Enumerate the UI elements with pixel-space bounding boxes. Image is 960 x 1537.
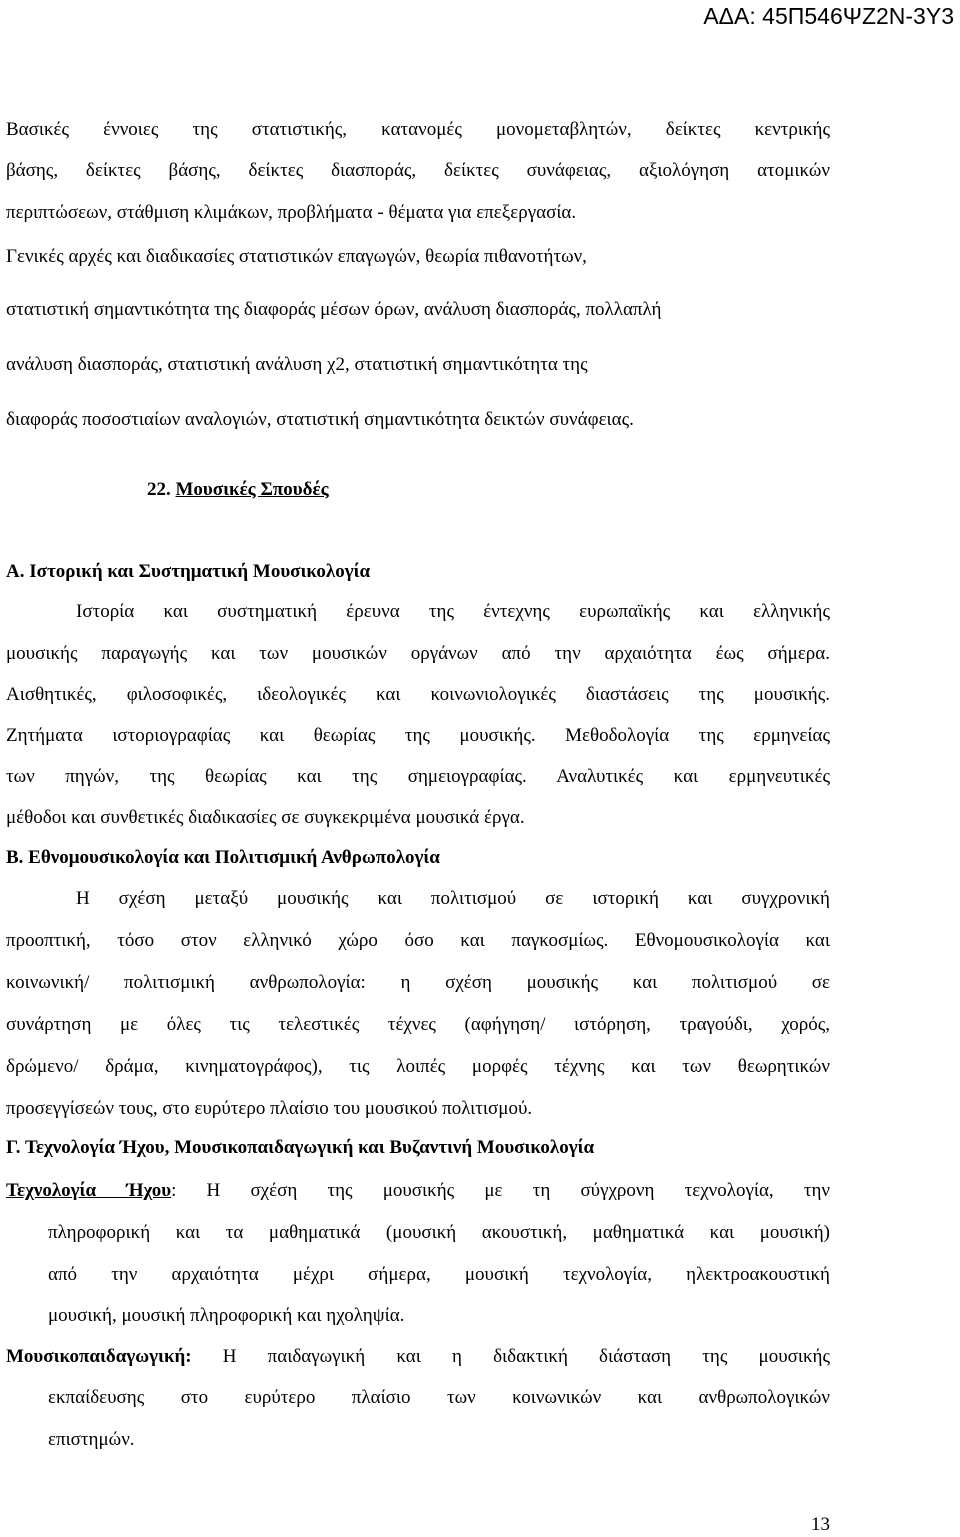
section-number: 22. <box>147 479 176 500</box>
text-line: δρώμενο/ δράμα, κινηματογράφος), τις λοιπές μορφές τέχνης και των θεωρητικών <box>6 1056 830 1077</box>
text-line: περιπτώσεων, στάθμιση κλιμάκων, προβλήματα - θέματα για επεξεργασία. <box>6 202 577 223</box>
text-line: των πηγών, της θεωρίας και της σημειογραφίας. Αναλυτικές και ερμηνευτικές <box>6 766 830 787</box>
text-line: κοινωνική/ πολιτισμική ανθρωπολογία: η σχέση μουσικής και πολιτισμού σε <box>6 972 830 993</box>
text-line: Ζητήματα ιστοριογραφίας και θεωρίας της μουσικής. Μεθοδολογία της ερμηνείας <box>6 725 830 746</box>
text-line: συνάρτηση με όλες τις τελεστικές τέχνες (αφήγηση/ ιστόρηση, τραγούδι, χορός, <box>6 1014 830 1035</box>
text-line: από την αρχαιότητα μέχρι σήμερα, μουσική τεχνολογία, ηλεκτροακουστική <box>48 1264 830 1285</box>
tech-label: Τεχνολογία Ήχου <box>6 1180 172 1201</box>
pedagogy-text: Η παιδαγωγική και η διδακτική διάσταση της μουσικής <box>191 1346 830 1367</box>
ada-code: ΑΔΑ: 45Π546ΨΖ2Ν-3Υ3 <box>703 3 954 29</box>
text-line: μέθοδοι και συνθετικές διαδικασίες σε συγκεκριμένα μουσικά έργα. <box>6 807 525 828</box>
text-line: προσεγγίσεών τους, στο ευρύτερο πλαίσιο του μουσικού πολιτισμού. <box>6 1098 533 1119</box>
text-line: διαφοράς ποσοστιαίων αναλογιών, στατιστική σημαντικότητα δεικτών συνάφειας. <box>6 409 634 430</box>
text-line: μουσική, μουσική πληροφορική και ηχοληψία. <box>48 1305 405 1326</box>
text-line: Η σχέση μεταξύ μουσικής και πολιτισμού σε ιστορική και συγχρονική <box>76 888 830 909</box>
text-line: Γενικές αρχές και διαδικασίες στατιστικών επαγωγών, θεωρία πιθανοτήτων, <box>6 246 587 267</box>
pedagogy-label: Μουσικοπαιδαγωγική: <box>6 1346 192 1367</box>
section-title: Μουσικές Σπουδές <box>175 479 329 500</box>
text-line: προοπτική, τόσο στον ελληνικό χώρο όσο και παγκοσμίως. Εθνομουσικολογία και <box>6 930 830 951</box>
subsection-g-title: Γ. Τεχνολογία Ήχου, Μουσικοπαιδαγωγική και Βυζαντινή Μουσικολογία <box>6 1137 595 1158</box>
text-line: Βασικές έννοιες της στατιστικής, κατανομές μονομεταβλητών, δείκτες κεντρικής <box>6 119 830 140</box>
tech-text: : Η σχέση της μουσικής με τη σύγχρονη τεχνολογία, την <box>171 1180 830 1201</box>
page-number: 13 <box>811 1514 830 1535</box>
subsection-a-title: Α. Ιστορική και Συστηματική Μουσικολογία <box>6 561 371 582</box>
text-line: Ιστορία και συστηματική έρευνα της έντεχνης ευρωπαϊκής και ελληνικής <box>76 601 830 622</box>
text-line: στατιστική σημαντικότητα της διαφοράς μέσων όρων, ανάλυση διασποράς, πολλαπλή <box>6 299 662 320</box>
text-line: εκπαίδευσης στο ευρύτερο πλαίσιο των κοινωνικών και ανθρωπολογικών <box>48 1387 830 1408</box>
text-line: μουσικής παραγωγής και των μουσικών οργάνων από την αρχαιότητα έως σήμερα. <box>6 643 830 664</box>
subsection-b-title: Β. Εθνομουσικολογία και Πολιτισμική Ανθρωπολογία <box>6 847 440 868</box>
text-line: βάσης, δείκτες βάσης, δείκτες διασποράς, δείκτες συνάφειας, αξιολόγηση ατομικών <box>6 160 830 181</box>
section-heading <box>147 478 329 502</box>
text-line: πληροφορική και τα μαθηματικά (μουσική ακουστική, μαθηματικά και μουσική) <box>48 1222 830 1243</box>
text-line: Αισθητικές, φιλοσοφικές, ιδεολογικές και κοινωνιολογικές διαστάσεις της μουσικής. <box>6 684 830 705</box>
text-line: επιστημών. <box>48 1429 135 1450</box>
text-line: ανάλυση διασποράς, στατιστική ανάλυση χ2, στατιστική σημαντικότητα της <box>6 354 588 375</box>
text-line <box>6 1179 830 1203</box>
text-line <box>6 1345 830 1369</box>
